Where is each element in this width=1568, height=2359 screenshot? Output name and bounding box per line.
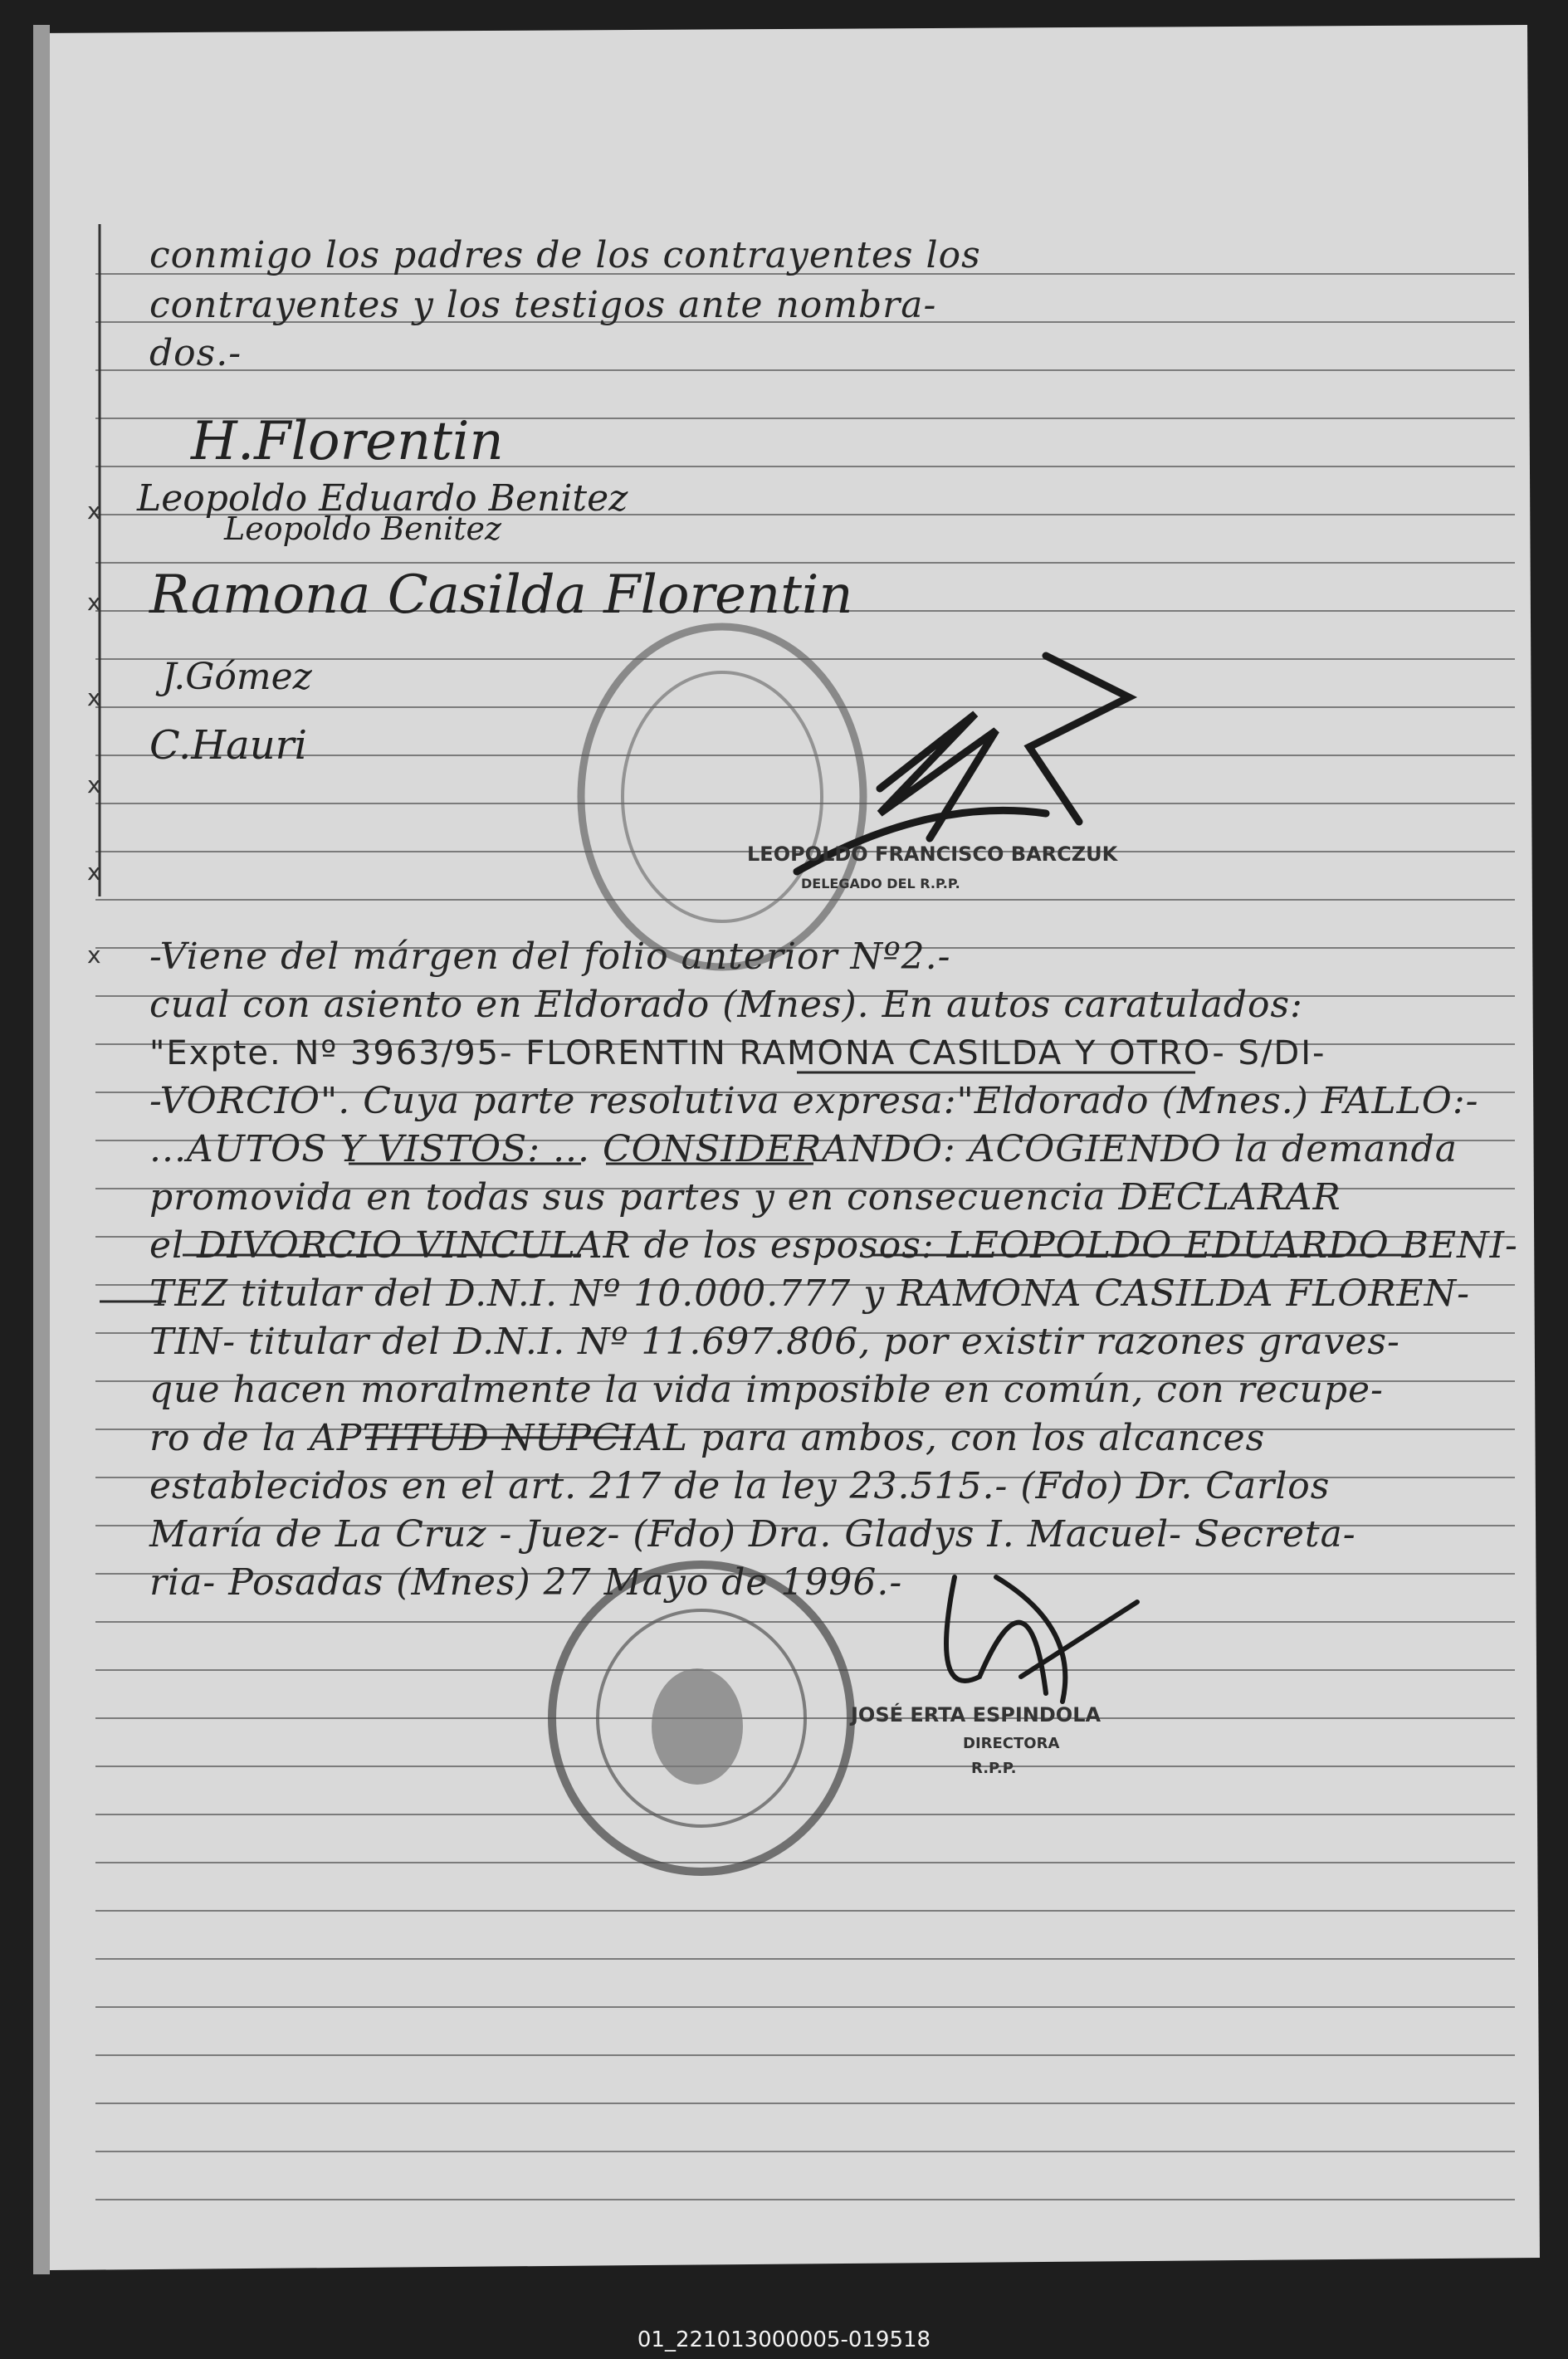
body-line-3: "Expte. Nº 3963/95- FLORENTIN RAMONA CASILDA Y OTRO- S/DI- — [149, 1034, 1326, 1072]
body-line-12: establecidos en el art. 217 de la ley 23.515.- (Fdo) Dr. Carlos — [149, 1465, 1331, 1507]
stamp-bottom-title: DIRECTORA — [963, 1735, 1060, 1752]
stamp-top-title: DELEGADO DEL R.P.P. — [801, 876, 960, 891]
body-line-9: TIN- titular del D.N.I. Nº 11.697.806, por existir razones graves- — [149, 1321, 1400, 1363]
stamp-bottom-name: JOSÉ ERTA ESPINDOLA — [851, 1703, 1102, 1727]
seal-bottom-drawing — [552, 1565, 851, 1872]
top-line-3: dos.- — [149, 332, 242, 374]
top-line-2: contrayentes y los testigos ante nombra- — [149, 284, 937, 326]
svg-text:x: x — [87, 771, 101, 799]
svg-text:x: x — [87, 941, 101, 969]
body-line-7: el DIVORCIO VINCULAR de los esposos: LEOPOLDO EDUARDO BENI- — [149, 1224, 1518, 1267]
body-line-6: promovida en todas sus partes y en consecuencia DECLARAR — [149, 1176, 1341, 1219]
body-line-10: que hacen moralmente la vida imposible en común, con recupe- — [149, 1369, 1384, 1411]
signature-2: Leopoldo Eduardo Benitez — [137, 477, 628, 520]
signature-1: H.Florentin — [191, 411, 504, 472]
svg-text:x: x — [87, 497, 101, 525]
top-line-1: conmigo los padres de los contrayentes los — [149, 234, 981, 276]
body-line-13: María de La Cruz - Juez- (Fdo) Dra. Gladys I. Macuel- Secreta- — [149, 1513, 1356, 1556]
image-id-footer: 01_221013000005-019518 — [637, 2327, 931, 2352]
signature-3: Leopoldo Benitez — [224, 510, 502, 547]
stamp-top-name: LEOPOLDO FRANCISCO BARCZUK — [747, 842, 1118, 866]
signature-5: J.Gómez — [162, 656, 312, 698]
signature-4: Ramona Casilda Florentin — [149, 564, 853, 626]
body-line-11: ro de la APTITUD NUPCIAL para ambos, con los alcances — [149, 1417, 1266, 1459]
body-line-4: -VORCIO". Cuya parte resolutiva expresa:"Eldorado (Mnes.) FALLO:- — [149, 1080, 1479, 1122]
body-line-2: cual con asiento en Eldorado (Mnes). En autos caratulados: — [149, 984, 1303, 1026]
body-line-5: ...AUTOS Y VISTOS: ... CONSIDERANDO: ACOGIENDO la demanda — [149, 1128, 1458, 1170]
body-line-14: ria- Posadas (Mnes) 27 Mayo de 1996.- — [149, 1561, 903, 1604]
stamp-bottom-office: R.P.P. — [971, 1760, 1017, 1777]
signature-6: C.Hauri — [149, 722, 307, 769]
svg-text:x: x — [87, 684, 101, 711]
body-line-8: TEZ titular del D.N.I. Nº 10.000.777 y RAMONA CASILDA FLOREN- — [149, 1272, 1470, 1315]
svg-text:x: x — [87, 589, 101, 616]
body-line-1: -Viene del márgen del folio anterior Nº2.- — [149, 935, 951, 978]
svg-text:x: x — [87, 858, 101, 886]
